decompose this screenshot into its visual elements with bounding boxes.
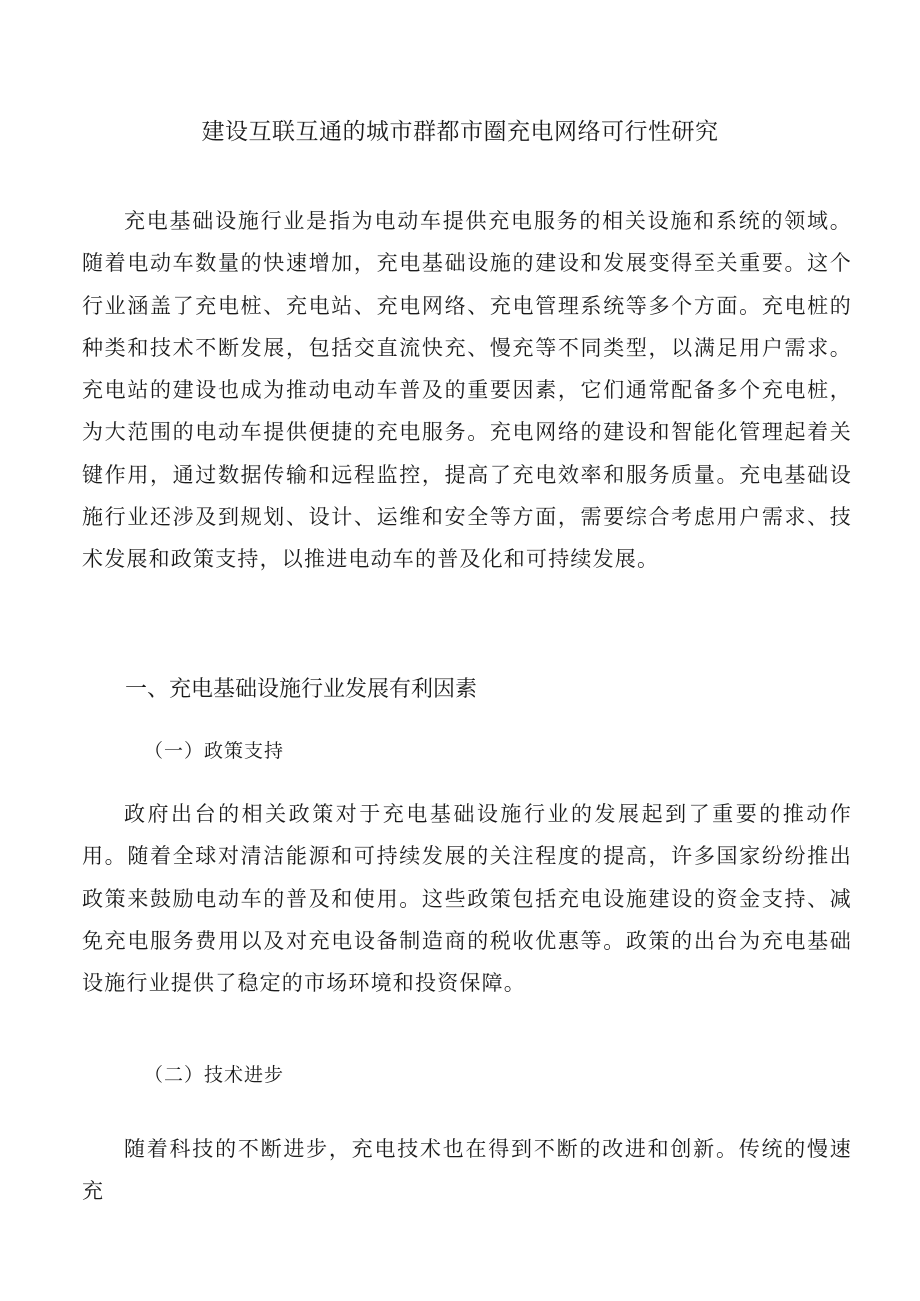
document-title: 建设互联互通的城市群都市圈充电网络可行性研究 (201, 119, 719, 145)
subsection-heading-policy: （一）政策支持 (144, 740, 285, 762)
intro-paragraph: 充电基础设施行业是指为电动车提供充电服务的相关设施和系统的领域。随着电动车数量的快速增加，充电基础设施的建设和发展变得至关重要。这个行业涵盖了充电桩、充电站、充电网络、充电管理系统等多个方面。充电桩的种类和技术不断发展，包括交直流快充、慢充等不同类型，以满足用户需求。充电站的建设也成为推动电动车普及的重要因素，它们通常配备多个充电桩，为大范围的电动车提供便捷的充电服务。充电网络的建设和智能化管理起着关键作用，通过数据传输和远程监控，提高了充电效率和服务质量。充电基础设施行业还涉及到规划、设计、运维和安全等方面，需要综合考虑用户需求、技术发展和政策支持，以推进电动车的普及化和可持续发展。 (82, 209, 852, 572)
section-heading: 一、充电基础设施行业发展有利因素 (125, 677, 478, 702)
technology-paragraph: 随着科技的不断进步，充电技术也在得到不断的改进和创新。传统的慢速充 (82, 1137, 852, 1204)
policy-paragraph: 政府出台的相关政策对于充电基础设施行业的发展起到了重要的推动作用。随着全球对清洁能源和可持续发展的关注程度的提高，许多国家纷纷推出政策来鼓励电动车的普及和使用。这些政策包括充电设施建设的资金支持、减免充电服务费用以及对充电设备制造商的税收优惠等。政策的出台为充电基础设施行业提供了稳定的市场环境和投资保障。 (82, 802, 852, 996)
subsection-heading-technology: （二）技术进步 (144, 1064, 285, 1086)
